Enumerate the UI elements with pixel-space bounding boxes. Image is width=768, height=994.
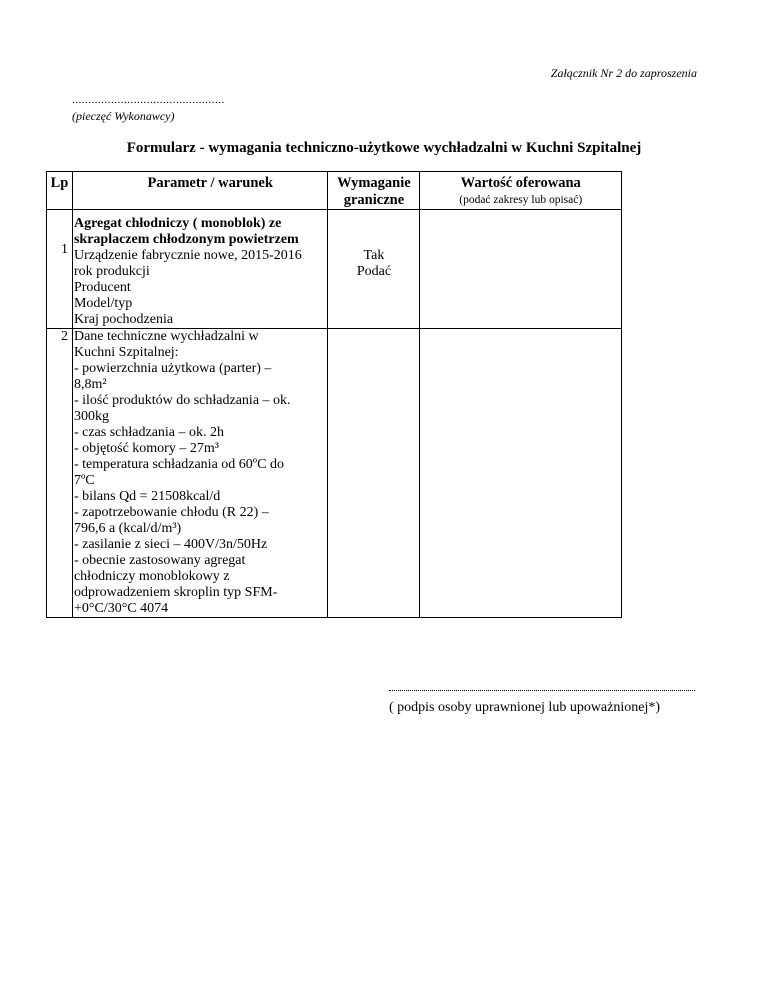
header-requirement bbox=[328, 172, 420, 210]
section-title-line2: skraplaczem chłodzonym powietrzem bbox=[73, 232, 299, 247]
requirements-table bbox=[46, 171, 622, 618]
table-row bbox=[47, 329, 622, 618]
row2-line: Kuchni Szpitalnej: bbox=[73, 345, 179, 360]
header-lp: Lp bbox=[47, 172, 73, 210]
row2-line: - powierzchnia użytkowa (parter) – bbox=[73, 361, 272, 376]
row1-req-value: Tak bbox=[363, 248, 385, 263]
row2-line: - bilans Qd = 21508kcal/d bbox=[73, 489, 221, 504]
row1-requirement bbox=[328, 210, 420, 329]
row2-line: Dane techniczne wychładzalni w bbox=[73, 329, 259, 344]
page-title: Formularz - wymagania techniczno-użytkowe wychładzalni w Kuchni Szpitalnej bbox=[126, 140, 642, 156]
row2-line: - temperatura schładzania od 60ºC do bbox=[73, 457, 284, 472]
signature-label: ( podpis osoby uprawnionej lub upoważnionej*) bbox=[389, 700, 661, 715]
row1-number: 1 bbox=[60, 242, 68, 257]
row2-line: 8,8m² bbox=[73, 377, 107, 392]
stamp-placeholder-line: ............................................... bbox=[72, 94, 225, 106]
header-offered-value-title: Wartość oferowana bbox=[460, 175, 581, 191]
signature-line bbox=[389, 690, 695, 691]
row2-line: +0°C/30°C 4074 bbox=[73, 601, 169, 616]
row1-offered-value[interactable] bbox=[420, 210, 622, 329]
row1-req-value: Podać bbox=[356, 264, 392, 279]
row2-offered-value[interactable] bbox=[420, 329, 622, 618]
section-title-line1: Agregat chłodniczy ( monoblok) ze bbox=[73, 216, 282, 231]
row2-lp: 2 bbox=[47, 329, 73, 618]
table-header-row bbox=[47, 172, 622, 210]
header-param: Parametr / warunek bbox=[72, 172, 328, 210]
row2-line: - ilość produktów do schładzania – ok. bbox=[73, 393, 291, 408]
row2-line: 796,6 a (kcal/d/m³) bbox=[73, 521, 182, 536]
row1-line: rok produkcji bbox=[73, 264, 150, 279]
row2-line: - objętość komory – 27m³ bbox=[73, 441, 219, 456]
row2-parameter bbox=[72, 329, 328, 618]
row2-line: - obecnie zastosowany agregat bbox=[73, 553, 246, 568]
row1-parameter bbox=[72, 210, 328, 329]
row1-line: Producent bbox=[73, 280, 131, 295]
row2-line: 300kg bbox=[73, 409, 109, 424]
header-offered-value-note: (podać zakresy lub opisać) bbox=[459, 194, 583, 206]
row2-line: odprowadzeniem skroplin typ SFM- bbox=[73, 585, 278, 600]
row1-lp bbox=[47, 210, 73, 329]
row2-line: - zapotrzebowanie chłodu (R 22) – bbox=[73, 505, 269, 520]
annex-label: Załącznik Nr 2 do zaproszenia bbox=[550, 66, 697, 80]
row1-line: Model/typ bbox=[73, 296, 133, 311]
header-requirement-line1: Wymaganie bbox=[337, 175, 411, 191]
row2-line: 7ºC bbox=[73, 473, 95, 488]
row2-line: - czas schładzania – ok. 2h bbox=[73, 425, 225, 440]
header-requirement-line2: graniczne bbox=[343, 192, 405, 208]
row1-line: Kraj pochodzenia bbox=[73, 312, 174, 327]
row1-line: Urządzenie fabrycznie nowe, 2015-2016 bbox=[73, 248, 302, 263]
stamp-label: (pieczęć Wykonawcy) bbox=[72, 109, 175, 123]
row2-line: - zasilanie z sieci – 400V/3n/50Hz bbox=[73, 537, 268, 552]
row2-line: chłodniczy monoblokowy z bbox=[73, 569, 230, 584]
header-offered-value bbox=[420, 172, 622, 210]
row2-requirement bbox=[328, 329, 420, 618]
table-row bbox=[47, 210, 622, 329]
